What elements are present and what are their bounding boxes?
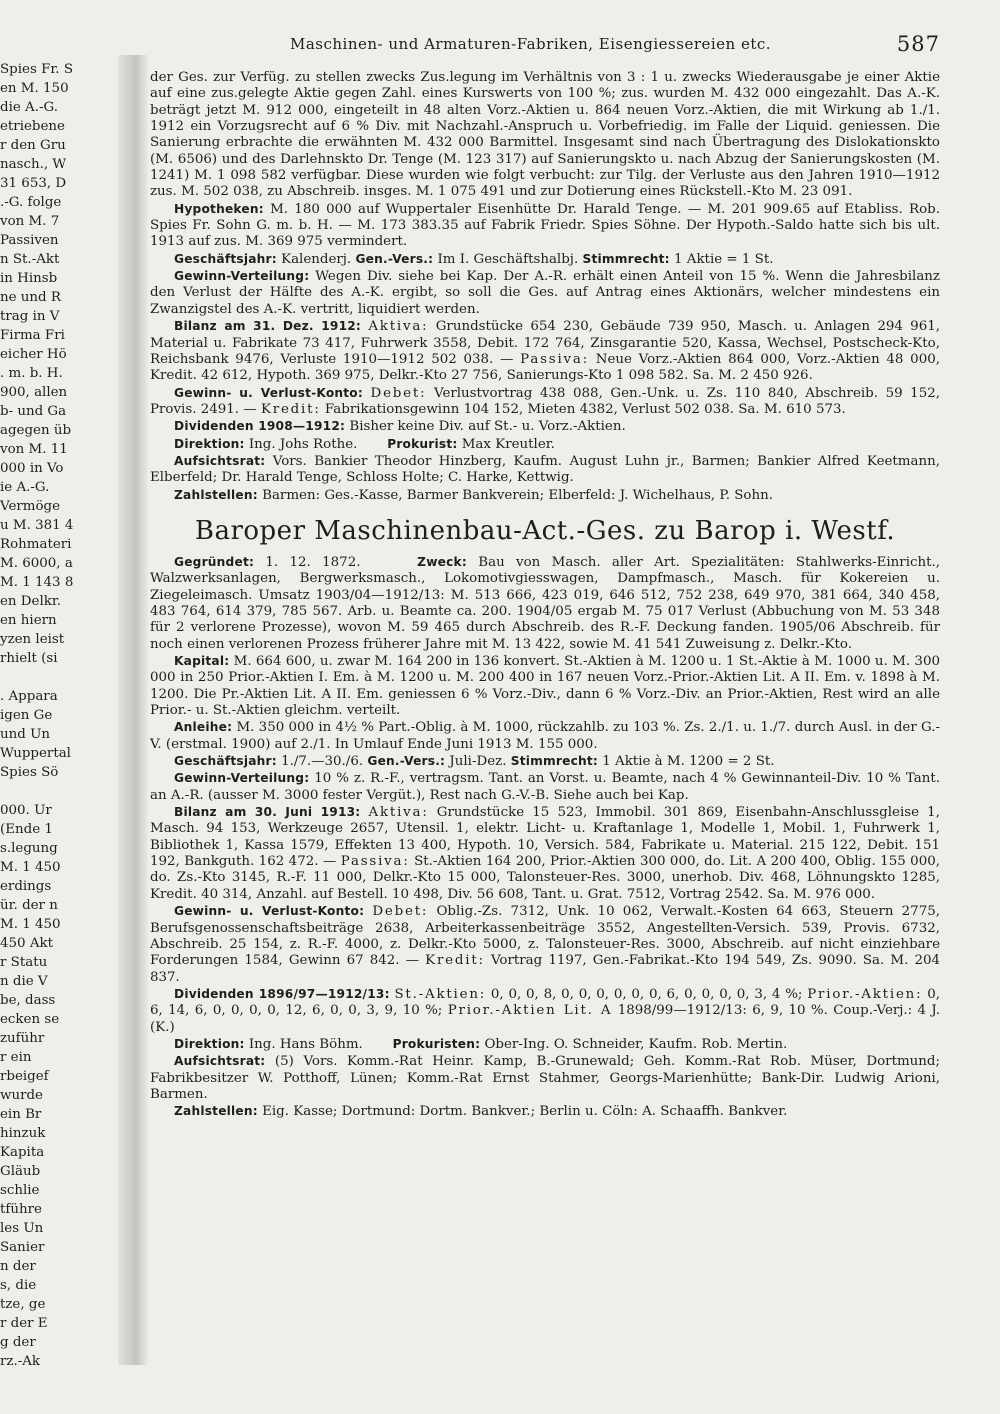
left-fragment-line: wurde	[0, 1088, 43, 1103]
bilanz-entry	[150, 318, 940, 384]
debet-text-2: Oblig.-Zs. 7312, Unk. 10 062, Verwalt.-Kosten 64 663, Steuern 2775, Berufsgenossenschaftsbeiträge 2638, Arbeiterkassenbeiträge 3552, Angestellten-Versich. 539, Provis. 6732, Abschreib. 25 154, z. R.-F. 4000, z. Delkr.-Kto 5000, z. Talonsteuer-Res. 3000, Abschreib. auf nicht einziehbare Forderungen 1584, Gewinn 67 842. —	[150, 904, 940, 969]
geschaeftsjahr-entry-2	[150, 753, 940, 770]
aufsichtsrat-label: Aufsichtsrat:	[174, 453, 266, 468]
running-title: Maschinen- und Armaturen-Fabriken, Eisengiessereien etc.	[290, 35, 772, 53]
aufsichtsrat-text-2: (5) Vors. Komm.-Rat Heinr. Kamp, B.-Grunewald; Geh. Komm.-Rat Rob. Müser, Dortmund; Fabrikbesitzer W. Potthoff, Lünen; Komm.-Rat Ernst Stahmer, Georgs-Marienhütte; Bank-Dir. Ludwig Arioni, Barmen.	[150, 1054, 940, 1102]
left-fragment-line: schlie	[0, 1183, 40, 1198]
left-fragment-line: 450 Akt	[0, 936, 53, 951]
geschaeftsjahr-label: Geschäftsjahr:	[174, 251, 277, 266]
left-fragment-line: 31 653, D	[0, 176, 67, 191]
bilanz-label-2: Bilanz am 30. Juni 1913:	[174, 805, 361, 820]
genvers-text: Im I. Geschäftshalbj.	[437, 251, 579, 267]
prokurist-label: Prokurist:	[387, 436, 458, 451]
gewinn-verlust-entry-2	[150, 903, 940, 986]
left-fragment-line: ecken se	[0, 1012, 60, 1027]
left-fragment-line: (Ende 1	[0, 822, 53, 837]
left-fragment-line: r der E	[0, 1316, 48, 1331]
bilanz-label: Bilanz am 31. Dez. 1912:	[174, 319, 361, 334]
gewinn-verlust-label-2: Gewinn- u. Verlust-Konto:	[174, 904, 365, 919]
left-fragment-line: in Hinsb	[0, 271, 58, 286]
left-fragment-line: be, dass	[0, 993, 56, 1008]
left-fragment-line: ne und R	[0, 290, 61, 305]
direktion-text-2: Ing. Hans Böhm.	[248, 1036, 363, 1052]
left-fragment-line: igen Ge	[0, 708, 53, 723]
zweck-label: Zweck:	[417, 554, 467, 569]
left-fragment-line: r ein	[0, 1050, 32, 1065]
left-fragment-line: nasch., W	[0, 157, 67, 172]
stimmrecht-text: 1 Aktie = 1 St.	[674, 251, 774, 267]
prokurist-text: Max Kreutler.	[461, 436, 555, 452]
left-fragment-line: Rohmateri	[0, 537, 72, 552]
gegruendet-label: Gegründet:	[174, 554, 255, 569]
left-fragment-line: r Statu	[0, 955, 48, 970]
binding-gutter	[118, 55, 148, 1365]
passiva-text-2: St.-Aktien 164 200, Prior.-Aktien 300 000, do. Lit. A 200 400, Oblig. 155 000, do. Zs.-Kto 3145, R.-F. 11 000, Delkr.-Kto 15 000, Talonsteuer-Res. 3000, unerhob. Div. 468, Löhnungskto 1285, Kredit. 40 314, Anzahl. auf Bestell. 10 498, Div. 56 608, Tant. u. Grat. 7512, Vortrag 2542. Sa. M. 976 000.	[150, 854, 940, 902]
geschaeftsjahr-text-2: 1./7.—30./6.	[281, 754, 364, 770]
left-fragment-line: Firma Fri	[0, 328, 65, 343]
left-fragment-line: Sanier	[0, 1240, 45, 1255]
left-fragment-line: die A.-G.	[0, 100, 58, 115]
sanierung-paragraph: der Ges. zur Verfüg. zu stellen zwecks Zus.legung im Verhältnis von 3 : 1 u. zwecks Wiederausgabe je einer Aktie auf eine zus.gelegte Aktie gegen Zahl. eines Kurswerts von 100 %; zus. wurden M. 432 000 eingezahlt. Das A.-K. beträgt jetzt M. 912 000, eingeteilt in 48 alten Vorz.-Aktien u. 864 neuen Vorz.-Aktien, die mit Wirkung ab 1./1. 1912 ein Vorzugsrecht auf 6 % Div. mit Nachzahl.-Anspruch u. Vorbefriedig. im Falle der Liquid. geniessen. Die Sanierung erbrachte die erwähnten M. 432 000 Barmittel. Insgesamt sind nach Übertragung des Dislokationskto (M. 6506) und des Darlehnskto Dr. Tenge (M. 123 317) auf Sanierungskto u. nach Abzug der Sanierungskosten (M. 1241) M. 1 098 582 verfügbar. Diese wurden wie folgt verbucht: zur Tilg. der Verluste aus den Jahren 1910—1912 zus. M. 502 038, zu Abschreib. insges. M. 1 075 491 und zur Dotierung eines Rückstell.-Kto M. 23 091.	[150, 70, 940, 200]
left-fragment-line: M. 1 143 8	[0, 575, 74, 590]
left-fragment-line: Wuppertal	[0, 746, 71, 761]
aktiva-label-2: Aktiva:	[368, 805, 429, 821]
geschaeftsjahr-text: Kalenderj.	[281, 251, 352, 267]
left-fragment-line: r den Gru	[0, 138, 66, 153]
left-fragment-line: agegen üb	[0, 423, 72, 438]
zahlstellen-text-2: Eig. Kasse; Dortmund: Dortm. Bankver.; Berlin u. Cöln: A. Schaaffh. Bankver.	[262, 1104, 788, 1120]
gegruendet-text: 1. 12. 1872.	[265, 554, 361, 570]
gegruendet-entry	[150, 554, 940, 653]
left-fragment-line: rz.-Ak	[0, 1354, 41, 1369]
left-fragment-line: von M. 11	[0, 442, 68, 457]
gewinn-verlust-label: Gewinn- u. Verlust-Konto:	[174, 385, 363, 400]
left-fragment-line: 000. Ur	[0, 803, 52, 818]
div-prior-a-text: 1898/99—1912/13: 6, 9, 10 %. Coup.-Verj.: 4 J. (K.)	[150, 1003, 940, 1035]
left-fragment-line: en hiern	[0, 613, 57, 628]
div-prior-a-label: Prior.-Aktien Lit. A	[447, 1003, 613, 1019]
kapital-entry	[150, 653, 940, 719]
left-fragment-line: Spies Fr. S	[0, 62, 73, 77]
stimmrecht-text-2: 1 Aktie à M. 1200 = 2 St.	[602, 754, 775, 770]
left-fragment-line: trag in V	[0, 309, 60, 324]
anleihe-text: M. 350 000 in 4½ % Part.-Oblig. à M. 1000, rückzahlb. zu 103 %. Zs. 2./1. u. 1./7. durch Ausl. in der G.-V. (erstmal. 1900) auf 2./1. In Umlauf Ende Juni 1913 M. 155 000.	[150, 720, 941, 752]
kapital-text: M. 664 600, u. zwar M. 164 200 in 136 konvert. St.-Aktien à M. 1200 u. 1 St.-Aktie à M. 1000 u. M. 300 000 in 250 Prior.-Aktien I. Em. à M. 1200 u. M. 200 400 in 167 neuen Vorz.-Prior.-Aktien Lit. A II. Em. v. 1898 à M. 1200. Die Pr.-Aktien Lit. A II. Em. geniessen 6 % Vorz.-Div., dann 6 % Vorz.-Div. an Prior.-Aktien, Rest wird an alle Prior.- u. St.-Aktien gleichm. verteilt.	[150, 654, 940, 719]
left-fragment-line: 900, allen	[0, 385, 68, 400]
left-fragment-line: n der	[0, 1259, 36, 1274]
geschaeftsjahr-entry	[150, 251, 940, 268]
debet-text: Verlustvortrag 438 088, Gen.-Unk. u. Zs. 110 840, Abschreib. 59 152, Provis. 2491. —	[150, 385, 940, 417]
geschaeftsjahr-label-2: Geschäftsjahr:	[174, 754, 277, 769]
kapital-label: Kapital:	[174, 654, 230, 668]
left-fragment-line: . Appara	[0, 689, 58, 704]
left-fragment-line: erdings	[0, 879, 52, 894]
left-fragment-line: ür. der n	[0, 898, 58, 913]
left-fragment-line: Kapita	[0, 1145, 45, 1160]
stimmrecht-label: Stimmrecht:	[582, 251, 670, 266]
left-fragment-line	[0, 668, 118, 687]
aktiva-text-2: Grundstücke 15 523, Immobil. 301 869, Eisenbahn-Anschlussgleise 1, Masch. 94 153, Werkzeuge 2657, Utensil. 1, elektr. Licht- u. Kraftanlage 1, Modelle 1, Mobil. 1, Fuhrwerk 1, Bibliothek 1, Kassa 1579, Effekten 13 400, Hypoth. 10, Versich. 584, Fabrikate u. Material. 215 122, Debit. 151 192, Bankguth. 162 472. —	[150, 805, 940, 870]
prokuristen-label: Prokuristen:	[392, 1036, 481, 1051]
left-fragment-line: hinzuk	[0, 1126, 46, 1141]
left-fragment-line: M. 1 450	[0, 917, 61, 932]
hypotheken-label: Hypotheken:	[174, 201, 264, 216]
zweck-text: Bau von Masch. aller Art. Spezialitäten: Stahlwerks-Einricht., Walzwerksanlagen, Bergwerksmasch., Lokomotivgiesswagen, Dampfmasch., Masch. für Kokereien u. Ziegeleimasch. Umsatz 1903/04—1912/13: M. 513 666, 423 019, 646 512, 752 238, 649 970, 381 664, 340 458, 483 764, 614 379, 785 567. Arb. u. Beamte ca. 200. 1904/05 ergab M. 75 017 Verlust (Abbuchung von M. 53 348 für 2 verlorene Prozesse), wovon M. 59 465 durch Abschreib. des R.-F. Deckung fanden. 1905/06 Abschreib. für noch einen verlorenen Prozess früherer Jahre mit M. 13 422, sowie M. 41 541 Zuweisung z. Delkr.-Kto.	[150, 554, 940, 652]
left-fragment-line: .-G. folge	[0, 195, 62, 210]
gewinn-verlust-entry	[150, 385, 940, 419]
passiva-label-2: Passiva:	[340, 854, 410, 870]
gewinnverteilung-label-2: Gewinn-Verteilung:	[174, 771, 310, 786]
direktion-entry-2	[150, 1036, 940, 1053]
gewinnverteilung-label: Gewinn-Verteilung:	[174, 269, 310, 284]
left-fragment-line: en Delkr.	[0, 594, 62, 609]
left-fragment-line: M. 6000, a	[0, 556, 73, 571]
left-fragment-line: en M. 150	[0, 81, 69, 96]
left-fragment-line: u M. 381 4	[0, 518, 74, 533]
left-fragment-line: yzen leist	[0, 632, 65, 647]
passiva-text: Neue Vorz.-Aktien 864 000, Vorz.-Aktien 48 000, Kredit. 42 612, Hypoth. 369 975, Delkr.-Kto 27 756, Sanierungs-Kto 1 098 582. Sa. M. 2 450 926.	[150, 351, 940, 384]
left-fragment-line: n St.-Akt	[0, 252, 60, 267]
dividenden-label: Dividenden 1908—1912:	[174, 419, 346, 434]
left-fragment-line: rbeigef	[0, 1069, 49, 1084]
left-fragment-line: 000 in Vo	[0, 461, 64, 476]
genvers-text-2: Juli-Dez.	[449, 754, 507, 770]
main-text-column	[150, 70, 940, 1121]
debet-label: Debet:	[370, 385, 427, 401]
left-fragment-line: g der	[0, 1335, 36, 1350]
kredit-label-2: Kredit:	[425, 953, 485, 969]
adjacent-page-fragment	[0, 60, 118, 1369]
bilanz-entry-2	[150, 804, 940, 903]
direktion-label-2: Direktion:	[174, 1036, 245, 1051]
passiva-label: Passiva:	[520, 351, 590, 367]
div-prior-text: 0, 6, 14, 6, 0, 0, 0, 0, 12, 6, 0, 0, 3, 9, 10 %;	[150, 986, 940, 1019]
zahlstellen-text: Barmen: Ges.-Kasse, Barmer Bankverein; Elberfeld: J. Wichelhaus, P. Sohn.	[262, 487, 773, 503]
left-fragment-line: n die V	[0, 974, 48, 989]
aufsichtsrat-entry-2	[150, 1053, 940, 1103]
left-fragment-line: ie A.-G.	[0, 480, 50, 495]
anleihe-entry	[150, 719, 940, 753]
left-fragment-line: eicher Hö	[0, 347, 67, 362]
gewinnverteilung-entry	[150, 268, 940, 318]
left-fragment-line: s, die	[0, 1278, 37, 1293]
anleihe-label: Anleihe:	[174, 720, 233, 735]
div-prior-label: Prior.-Aktien:	[807, 986, 923, 1002]
left-fragment-line: tze, ge	[0, 1297, 46, 1312]
left-fragment-line: rhielt (si	[0, 651, 58, 666]
prokuristen-text: Ober-Ing. O. Schneider, Kaufm. Rob. Mertin.	[484, 1036, 788, 1052]
direktion-text: Ing. Johs Rothe.	[248, 436, 358, 452]
left-fragment-line: Gläub	[0, 1164, 41, 1179]
aufsichtsrat-entry	[150, 453, 940, 487]
company-title: Baroper Maschinenbau-Act.-Ges. zu Barop i. Westf.	[194, 515, 896, 546]
left-fragment-line: von M. 7	[0, 214, 60, 229]
dividenden-text: Bisher keine Div. auf St.- u. Vorz.-Aktien.	[349, 419, 626, 435]
stimmrecht-label-2: Stimmrecht:	[510, 754, 598, 769]
direktion-label: Direktion:	[174, 436, 245, 451]
page-header	[150, 30, 940, 66]
direktion-entry	[150, 436, 940, 453]
dividenden-entry-2	[150, 986, 940, 1036]
zahlstellen-label-2: Zahlstellen:	[174, 1104, 258, 1119]
left-fragment-line: tführe	[0, 1202, 42, 1217]
kredit-label: Kredit:	[260, 401, 321, 417]
gewinnverteilung-text-2: 10 % z. R.-F., vertragsm. Tant. an Vorst. u. Beamte, nach 4 % Gewinnanteil-Div. 10 % Tant. an A.-R. (ausser M. 3000 fester Vergüt.), Rest nach G.-V.-B. Siehe auch bei Kap.	[150, 771, 940, 803]
left-fragment-line: s.legung	[0, 841, 58, 856]
left-fragment-line: M. 1 450	[0, 860, 61, 875]
aktiva-text: Grundstücke 654 230, Gebäude 739 950, Masch. u. Anlagen 294 961, Material u. Fabrikate 73 417, Fuhrwerk 3558, Debit. 172 764, Zinsgarantie 520, Kassa, Wechsel, Postscheck-Kto, Reichsbank 9476, Verluste 1910—1912 502 038. —	[150, 319, 940, 367]
genvers-label: Gen.-Vers.:	[355, 251, 434, 266]
left-fragment-line: und Un	[0, 727, 50, 742]
zahlstellen-entry	[150, 487, 940, 504]
left-fragment-line: b- und Ga	[0, 404, 67, 419]
dividenden-label-2: Dividenden 1896/97—1912/13:	[174, 986, 390, 1001]
div-st-label: St.-Aktien:	[394, 986, 487, 1002]
div-st-text: 0, 0, 0, 8, 0, 0, 0, 0, 0, 0, 6, 0, 0, 0, 0, 3, 4 %;	[490, 986, 803, 1002]
left-fragment-line: Vermöge	[0, 499, 61, 514]
hypotheken-entry	[150, 201, 940, 251]
kredit-text-2: Vortrag 1197, Gen.-Fabrikat.-Kto 194 549, Zs. 9090. Sa. M. 204 837.	[150, 953, 941, 985]
genvers-label-2: Gen.-Vers.:	[367, 754, 446, 769]
left-fragment-line: zuführ	[0, 1031, 45, 1046]
debet-label-2: Debet:	[372, 904, 429, 920]
left-fragment-line: ein Br	[0, 1107, 42, 1122]
aufsichtsrat-text: Vors. Bankier Theodor Hinzberg, Kaufm. August Luhn jr., Barmen; Bankier Alfred Keetmann, Elberfeld; Dr. Harald Tenge, Schloss Holte; C. Harke, Kettwig.	[150, 453, 940, 486]
zahlstellen-label: Zahlstellen:	[174, 487, 258, 502]
gewinnverteilung-entry-2	[150, 770, 940, 804]
gewinnverteilung-text: Wegen Div. siehe bei Kap. Der A.-R. erhält einen Anteil von 15 %. Wenn die Jahresbilanz den Verlust der Hälfte des A.-K. ergibt, so soll die Ges. auf Antrag eines Aktionärs, welcher mindestens ein Zwanzigstel des A.-K. vertritt, liquidiert werden.	[150, 269, 940, 317]
left-fragment-line: les Un	[0, 1221, 44, 1236]
aktiva-label: Aktiva:	[368, 319, 429, 335]
left-fragment-line: etriebene	[0, 119, 65, 134]
page-number: 587	[896, 32, 940, 56]
aufsichtsrat-label-2: Aufsichtsrat:	[174, 1054, 266, 1069]
dividenden-entry	[150, 418, 940, 435]
left-fragment-line	[0, 782, 118, 801]
hypotheken-text: M. 180 000 auf Wuppertaler Eisenhütte Dr. Harald Tenge. — M. 201 909.65 auf Etabliss. Rob. Spies Fr. Sohn G. m. b. H. — M. 173 383.35 auf Fabrik Friedr. Spies Söhne. Der Hypoth.-Saldo hatte sich bis ult. 1913 auf zus. M. 369 975 vermindert.	[150, 201, 940, 250]
kredit-text: Fabrikationsgewinn 104 152, Mieten 4382, Verlust 502 038. Sa. M. 610 573.	[324, 401, 846, 417]
zahlstellen-entry-2	[150, 1103, 940, 1120]
left-fragment-line: Passiven	[0, 233, 59, 248]
left-fragment-line: . m. b. H.	[0, 366, 63, 381]
left-fragment-line: Spies Sö	[0, 765, 59, 780]
